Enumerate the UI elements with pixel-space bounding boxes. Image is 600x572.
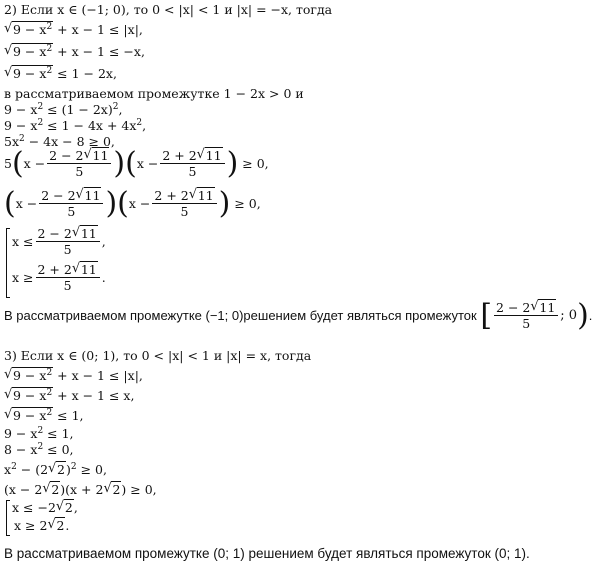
section3-heading: 3) Если x ∈ (0; 1), то 0 < |x| < 1 и |x| = x, тогда (4, 348, 312, 363)
s2-system-2: x ≥ $\frac{2 + 2√ 11}{5}$ . (12, 262, 106, 293)
s2-line7: $5x^2 - 4x - 8 \ge 0$, (4, 134, 115, 149)
s2-line5: $9 - x^2 \le (1 - 2x)^2$, (4, 102, 123, 117)
system-bracket (6, 228, 10, 298)
s2-factored-1: 5 ( x − $\frac{2 - 2√ 11}{5}$ ) ( x − $\frac{2 + 2√ 11}{5}$ ) ≥ 0, (4, 148, 269, 179)
s3-line6: $x^2 - (2√$ 2)$^2$ ≥ 0, (4, 462, 107, 478)
s2-line4: в рассматриваемом промежутке 1 − 2x > 0 и (4, 86, 304, 101)
section2-heading-text: Если x ∈ (−1; 0), то 0 < |x| < 1 и |x| = −x, тогда (20, 2, 333, 17)
s3-line5: $8 - x^2 \le 0$, (4, 442, 74, 457)
section2-heading: 2) Если x ∈ (−1; 0), то 0 < |x| < 1 и |x| = −x, тогда (4, 2, 333, 17)
fraction: $\frac{2 - 2√ 11}{5}$ (47, 148, 111, 179)
s2-line2: √ $9 - x^2 + x - 1 \le -x$, (4, 44, 145, 60)
s2-system-1: x ≤ $\frac{2 - 2√ 11}{5}$ , (12, 226, 106, 257)
s2-line1: √ $9 - x^2 + x - 1 \le |x|$, (4, 22, 143, 38)
s3-conclusion: В рассматриваемом промежутке (0; 1) решением будет являться промежуток (0; 1). (4, 546, 530, 561)
s2-conclusion: В рассматриваемом промежутке (−1; 0)решением будет являться промежуток [ $\frac{2 - 2√ 11}{5}$ ; 0 ) . (4, 300, 592, 331)
s3-line3: √ $9 - x^2 \le 1$, (4, 408, 84, 424)
s3-line2: √ $9 - x^2 + x - 1 \le x$, (4, 388, 134, 404)
s3-system-2: x ≥ 2√ 2. (14, 518, 69, 534)
s3-line1: √ $9 - x^2 + x - 1 \le |x|$, (4, 368, 143, 384)
system-bracket-3 (6, 500, 10, 536)
s3-system-1: x ≤ −2√ 2, (12, 500, 78, 516)
s2-line6: $9 - x^2 \le 1 - 4x + 4x^2$, (4, 118, 147, 133)
s3-line7: (x − 2√ 2)(x + 2√ 2) ≥ 0, (4, 482, 157, 498)
s3-line4: $9 - x^2 \le 1$, (4, 426, 74, 441)
sqrt-symbol: √ $9 - x^2$ (4, 22, 53, 38)
s2-factored-2: ( x − $\frac{2 - 2√ 11}{5}$ ) ( x − $\frac{2 + 2√ 11}{5}$ ) ≥ 0, (4, 188, 261, 219)
s2-line3: √ $9 - x^2 \le 1 - 2x$, (4, 66, 117, 82)
